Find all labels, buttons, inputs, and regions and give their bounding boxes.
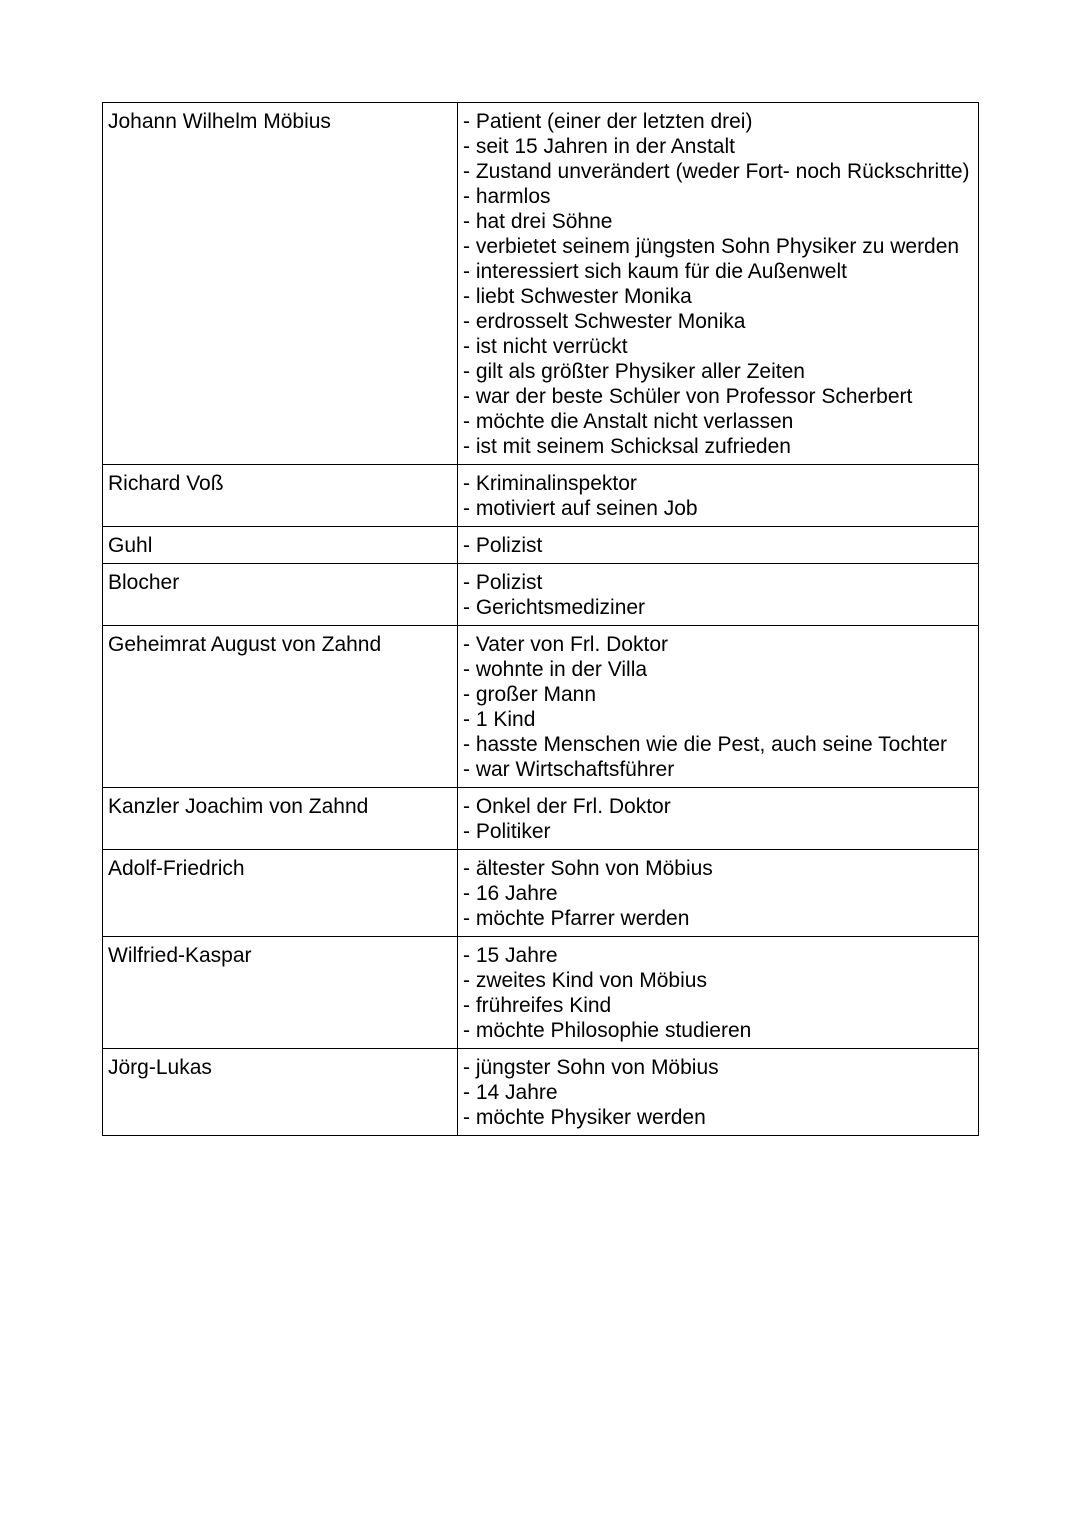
description-line: - 16 Jahre: [463, 882, 558, 905]
description-line: - Polizist: [463, 571, 543, 594]
description-line: - ist mit seinem Schicksal zufrieden: [463, 435, 791, 458]
description-line: - Onkel der Frl. Doktor: [463, 795, 671, 818]
description-line: - jüngster Sohn von Möbius: [463, 1056, 719, 1079]
description-line: - großer Mann: [463, 683, 597, 706]
table-row: [103, 465, 979, 527]
table-row: [103, 850, 979, 937]
description-line: - hat drei Söhne: [463, 210, 613, 233]
description-line: - Vater von Frl. Doktor: [463, 633, 668, 656]
description-line: - 15 Jahre: [463, 944, 558, 967]
description-line: - frühreifes Kind: [463, 994, 612, 1017]
description-line: - Politiker: [463, 820, 551, 843]
description-line: - liebt Schwester Monika: [463, 285, 692, 308]
character-name: Richard Voß: [103, 465, 458, 527]
description-line: - hasste Menschen wie die Pest, auch seine Tochter: [463, 733, 948, 756]
description-line: - gilt als größter Physiker aller Zeiten: [463, 360, 805, 383]
character-name: Johann Wilhelm Möbius: [103, 103, 458, 465]
table-row: [103, 937, 979, 1049]
character-description: [458, 788, 979, 850]
character-description: [458, 465, 979, 527]
description-line: - möchte die Anstalt nicht verlassen: [463, 410, 794, 433]
description-line: - motiviert auf seinen Job: [463, 497, 698, 520]
description-line: - ältester Sohn von Möbius: [463, 857, 713, 880]
description-line: - Zustand unverändert (weder Fort- noch Rückschritte): [463, 160, 970, 183]
character-description: [458, 1049, 979, 1136]
table-row: [103, 1049, 979, 1136]
description-line: - 1 Kind: [463, 708, 536, 731]
description-line: - verbietet seinem jüngsten Sohn Physiker zu werden: [463, 235, 960, 258]
character-name: Adolf-Friedrich: [103, 850, 458, 937]
description-line: - ist nicht verrückt: [463, 335, 628, 358]
character-name: Wilfried-Kaspar: [103, 937, 458, 1049]
description-line: - erdrosselt Schwester Monika: [463, 310, 746, 333]
description-line: - wohnte in der Villa: [463, 658, 648, 681]
character-name: Jörg-Lukas: [103, 1049, 458, 1136]
description-line: - war der beste Schüler von Professor Scherbert: [463, 385, 913, 408]
character-description: [458, 527, 979, 564]
character-description: [458, 937, 979, 1049]
description-line: - war Wirtschaftsführer: [463, 758, 675, 781]
description-line: - Kriminalinspektor: [463, 472, 637, 495]
table-row: [103, 626, 979, 788]
characters-table: [102, 102, 979, 1136]
description-line: - Gerichtsmediziner: [463, 596, 646, 619]
character-name: Guhl: [103, 527, 458, 564]
table-row: [103, 564, 979, 626]
description-line: - Polizist: [463, 534, 543, 557]
table-row: [103, 788, 979, 850]
character-name: Geheimrat August von Zahnd: [103, 626, 458, 788]
description-line: - interessiert sich kaum für die Außenwelt: [463, 260, 847, 283]
table-row: [103, 527, 979, 564]
description-line: - harmlos: [463, 185, 551, 208]
description-line: - Patient (einer der letzten drei): [463, 110, 753, 133]
character-name: Blocher: [103, 564, 458, 626]
character-description: [458, 626, 979, 788]
table-row: [103, 103, 979, 465]
character-description: [458, 103, 979, 465]
description-line: - 14 Jahre: [463, 1081, 558, 1104]
description-line: - möchte Pfarrer werden: [463, 907, 690, 930]
character-name: Kanzler Joachim von Zahnd: [103, 788, 458, 850]
description-line: - seit 15 Jahren in der Anstalt: [463, 135, 735, 158]
description-line: - möchte Philosophie studieren: [463, 1019, 752, 1042]
description-line: - möchte Physiker werden: [463, 1106, 706, 1129]
description-line: - zweites Kind von Möbius: [463, 969, 707, 992]
character-description: [458, 850, 979, 937]
table-body: [103, 103, 979, 1136]
character-description: [458, 564, 979, 626]
